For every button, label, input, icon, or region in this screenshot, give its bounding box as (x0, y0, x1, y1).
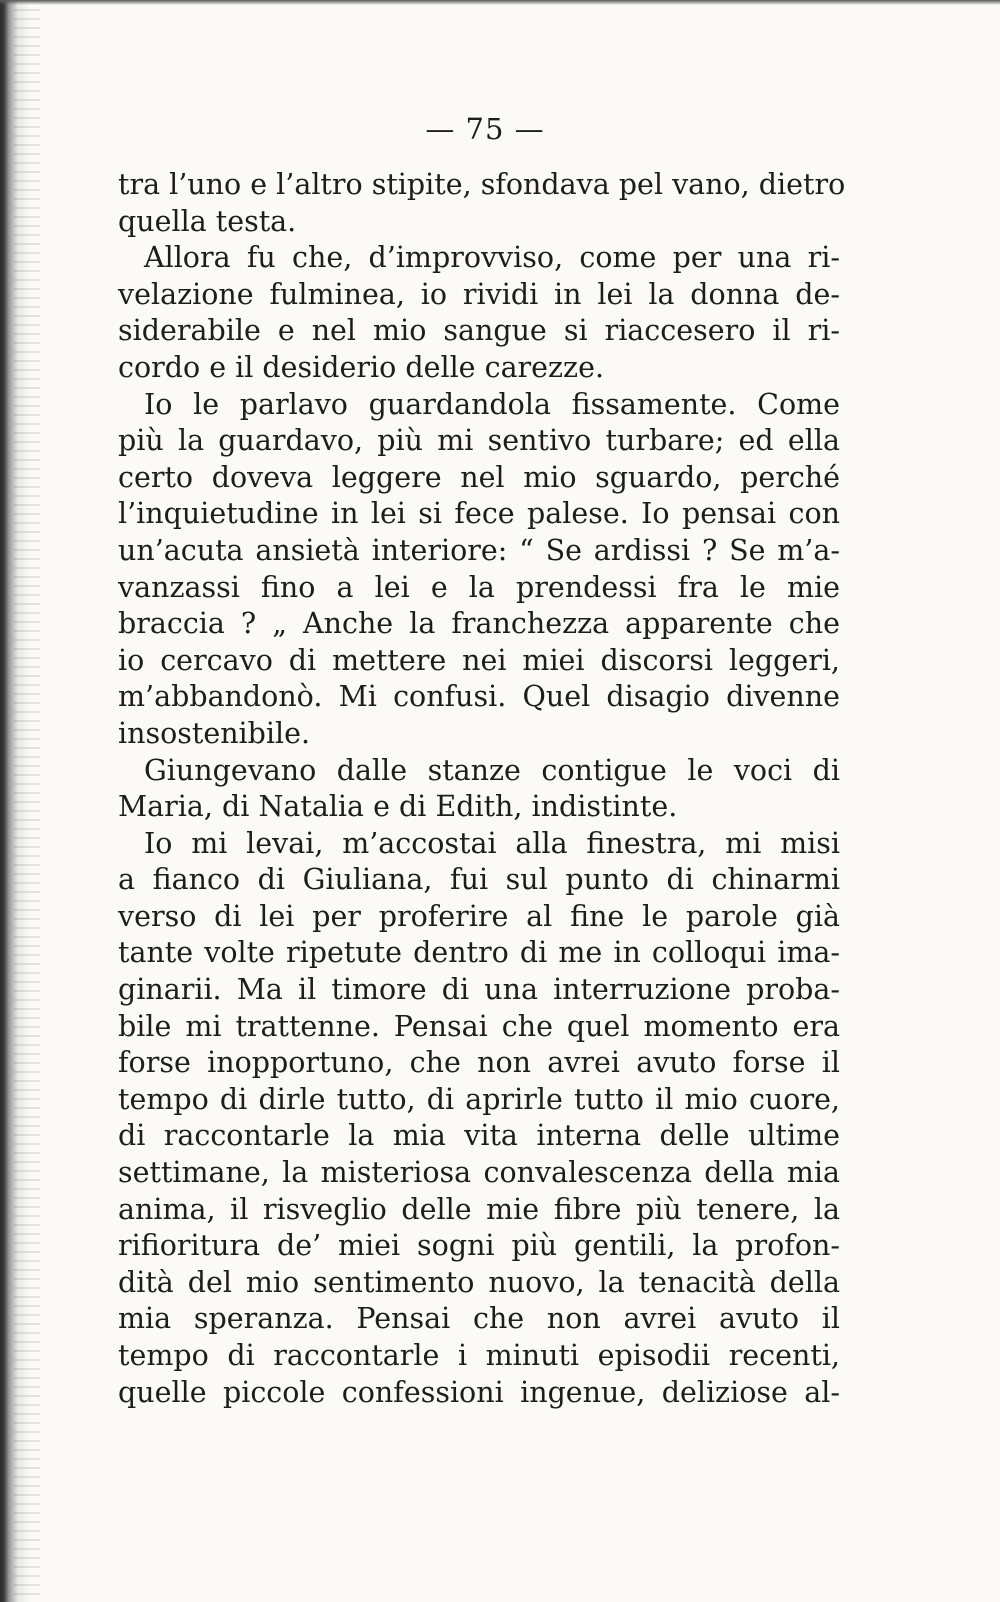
text-line: tempo di dirle tutto, di aprirle tutto il mio cuore, (118, 1082, 840, 1116)
text-line: di raccontarle la mia vita interna delle ultime (118, 1119, 840, 1153)
text-line: tra l’uno e l’altro stipite, sfondava pel vano, dietro (118, 168, 846, 201)
text-line: quella testa. (118, 204, 297, 238)
text-line: Giungevano dalle stanze contigue le voci di (144, 753, 840, 787)
page-number-text: — 75 — (425, 112, 545, 146)
text-line: Maria, di Natalia e di Edith, indistinte. (118, 790, 678, 824)
text-line: Allora fu che, d’improvviso, come per una ri- (144, 241, 840, 275)
text-line: bile mi trattenne. Pensai che quel momento era (118, 1009, 840, 1043)
text-line: verso di lei per proferire al fine le parole già (118, 899, 840, 933)
text-line: siderabile e nel mio sangue si riaccesero il ri- (118, 314, 840, 348)
text-line: braccia ? „ Anche la franchezza apparente che (118, 607, 840, 641)
text-line: dità del mio sentimento nuovo, la tenacità della (118, 1265, 840, 1299)
text-line: Io mi levai, m’accostai alla finestra, mi misi (144, 826, 840, 860)
scan-top-edge (0, 0, 1000, 5)
page-number (0, 112, 1000, 146)
text-line: un’acuta ansietà interiore: “ Se ardissi ? Se m’a- (118, 533, 840, 567)
text-line: m’abbandonò. Mi confusi. Quel disagio divenne (118, 680, 840, 714)
text-line: certo doveva leggere nel mio sguardo, perché (118, 460, 840, 494)
text-line: settimane, la misteriosa convalescenza della mia (118, 1156, 840, 1190)
text-line: l’inquietudine in lei si fece palese. Io pensai con (118, 497, 840, 531)
text-line: Io le parlavo guardandola fissamente. Come (144, 387, 840, 421)
text-line: più la guardavo, più mi sentivo turbare; ed ella (118, 424, 840, 458)
text-line: insostenibile. (118, 716, 311, 750)
text-line: tempo di raccontarle i minuti episodii recenti, (118, 1339, 840, 1372)
text-line: quelle piccole confessioni ingenue, deliziose al- (118, 1375, 840, 1409)
text-line: io cercavo di mettere nei miei discorsi leggeri, (118, 643, 840, 677)
scan-left-speckle (14, 0, 40, 1602)
text-line: a fianco di Giuliana, fui sul punto di chinarmi (118, 863, 840, 897)
text-line: cordo e il desiderio delle carezze. (118, 350, 605, 384)
text-line: mia speranza. Pensai che non avrei avuto il (118, 1302, 840, 1336)
text-body (118, 167, 846, 1411)
text-line: ginarii. Ma il timore di una interruzione proba- (118, 973, 840, 1007)
text-line: forse inopportuno, che non avrei avuto forse il (118, 1046, 840, 1080)
text-line: anima, il risveglio delle mie fibre più tenere, la (118, 1192, 840, 1226)
text-line: tante volte ripetute dentro di me in colloqui ima- (118, 936, 840, 970)
text-line: velazione fulminea, io rividi in lei la donna de- (118, 277, 840, 311)
text-line: vanzassi fino a lei e la prendessi fra le mie (118, 570, 840, 604)
text-line: rifioritura de’ miei sogni più gentili, la profon- (118, 1229, 840, 1263)
